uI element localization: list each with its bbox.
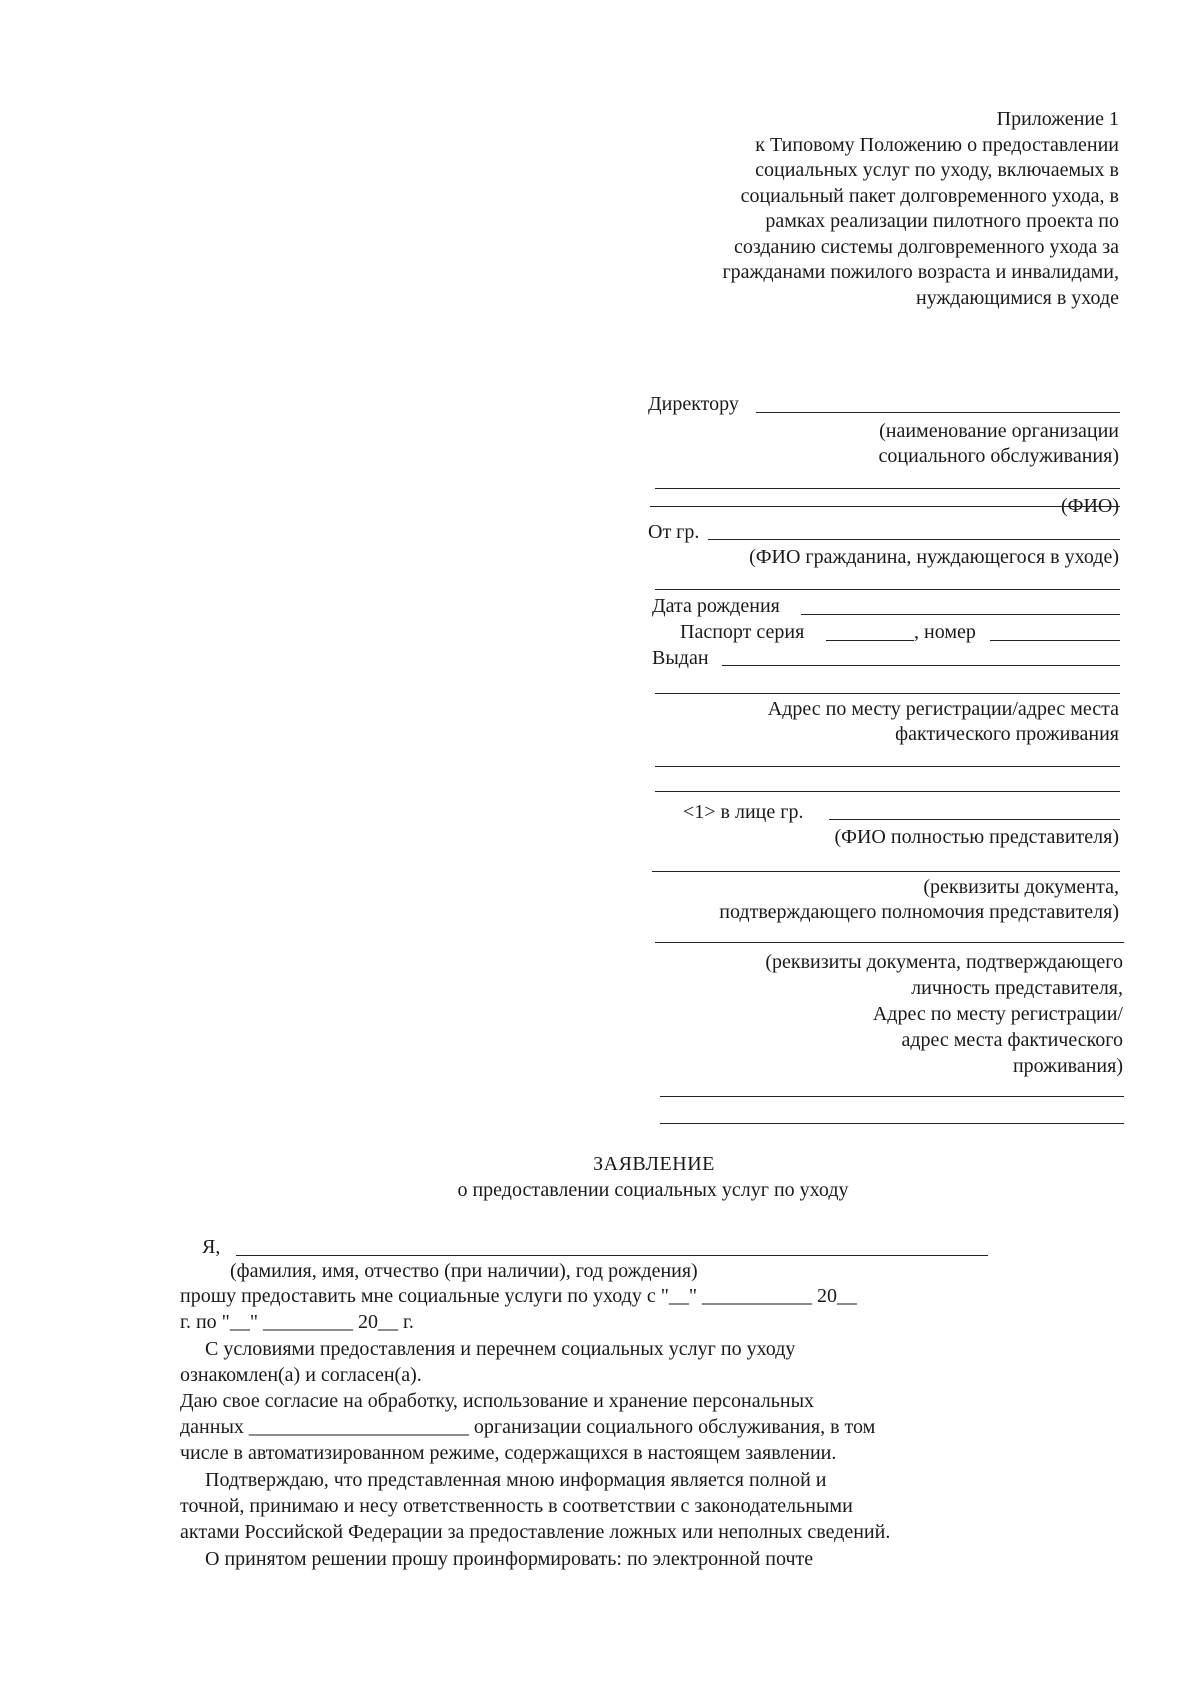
identity-caption-line: проживания) (1012, 1055, 1123, 1077)
identity-caption-line: личность представителя, (911, 977, 1123, 999)
citizen-extra-line[interactable] (655, 589, 1120, 590)
statement-title: ЗАЯВЛЕНИЕ (593, 1153, 715, 1175)
inform-line: О принятом решении прошу проинформировать: по электронной почте (205, 1548, 814, 1570)
confirm-line: Подтверждаю, что представленная мною информация является полной и (205, 1469, 827, 1491)
passport-series-label: Паспорт серия (680, 621, 805, 643)
representative-fio-caption: (ФИО полностью представителя) (834, 826, 1119, 848)
appendix-line: к Типовому Положению о предоставлении (755, 134, 1119, 156)
appendix-line: социальный пакет долговременного ухода, в (740, 185, 1119, 207)
appendix-line: нуждающимися в уходе (916, 287, 1119, 309)
passport-series-field-line[interactable] (826, 640, 914, 641)
authority-doc-caption-line: (реквизиты документа, (923, 876, 1119, 898)
identity-caption-line: адрес места фактического (901, 1029, 1123, 1051)
authority-doc-field-line[interactable] (652, 871, 1120, 872)
appendix-line: созданию системы долговременного ухода за (733, 236, 1119, 258)
address-field-line-2[interactable] (655, 791, 1120, 792)
consent-line: Даю свое согласие на обработку, использование и хранение персональных (180, 1390, 815, 1412)
appendix-line: гражданами пожилого возраста и инвалидами, (722, 261, 1119, 283)
issued-field-line[interactable] (722, 665, 1120, 666)
divider-line (650, 506, 1120, 507)
consent-line: данных ______________________ организации социального обслуживания, в том (180, 1416, 876, 1438)
fio-caption: (ФИО) (1060, 495, 1119, 517)
appendix-title: Приложение 1 (996, 108, 1119, 130)
authority-doc-caption-line: подтверждающего полномочия представителя) (719, 901, 1119, 923)
from-label: От гр. (648, 521, 700, 543)
representative-address-line-2[interactable] (660, 1123, 1124, 1124)
identity-doc-field-line[interactable] (655, 942, 1124, 943)
appendix-line: социальных услуг по уходу, включаемых в (755, 159, 1119, 181)
request-until-line: г. по "__" _________ 20__ г. (180, 1311, 414, 1333)
fio-field-line[interactable] (655, 488, 1120, 489)
identity-caption-line: (реквизиты документа, подтверждающего (765, 951, 1123, 973)
i-label: Я, (202, 1236, 221, 1258)
address-caption-line: фактического проживания (895, 723, 1119, 745)
appendix-line: рамках реализации пилотного проекта по (765, 210, 1119, 232)
citizen-fio-caption: (ФИО гражданина, нуждающегося в уходе) (749, 546, 1119, 568)
confirm-line: точной, принимаю и несу ответственность в соответствии с законодательными (180, 1495, 853, 1517)
address-field-line[interactable] (655, 766, 1120, 767)
conditions-line: С условиями предоставления и перечнем социальных услуг по уходу (205, 1338, 796, 1360)
birthdate-field-line[interactable] (801, 614, 1120, 615)
issued-label: Выдан (652, 647, 709, 669)
director-field-line[interactable] (756, 412, 1120, 413)
identity-caption-line: Адрес по месту регистрации/ (872, 1003, 1123, 1025)
org-caption-line: (наименование организации (879, 420, 1119, 442)
consent-line: числе в автоматизированном режиме, содержащихся в настоящем заявлении. (180, 1442, 837, 1464)
birthdate-label: Дата рождения (652, 595, 780, 617)
representative-field-line[interactable] (829, 819, 1120, 820)
passport-number-field-line[interactable] (990, 640, 1120, 641)
representative-address-line[interactable] (660, 1096, 1124, 1097)
applicant-name-field-line[interactable] (236, 1255, 988, 1256)
address-caption-line: Адрес по месту регистрации/адрес места (767, 698, 1119, 720)
from-field-line[interactable] (708, 539, 1120, 540)
passport-number-label: , номер (914, 621, 976, 643)
conditions-line: ознакомлен(а) и согласен(а). (180, 1364, 422, 1386)
confirm-line: актами Российской Федерации за предоставление ложных или неполных сведений. (180, 1521, 891, 1543)
statement-subtitle: о предоставлении социальных услуг по уходу (457, 1179, 849, 1201)
applicant-name-caption: (фамилия, имя, отчество (при наличии), год рождения) (230, 1260, 698, 1282)
representative-label: <1> в лице гр. (683, 801, 804, 823)
request-line: прошу предоставить мне социальные услуги по уходу с "__" ___________ 20__ (180, 1285, 858, 1307)
org-caption-line: социального обслуживания) (878, 445, 1119, 467)
issued-extra-line[interactable] (655, 693, 1120, 694)
director-label: Директору (648, 393, 739, 415)
